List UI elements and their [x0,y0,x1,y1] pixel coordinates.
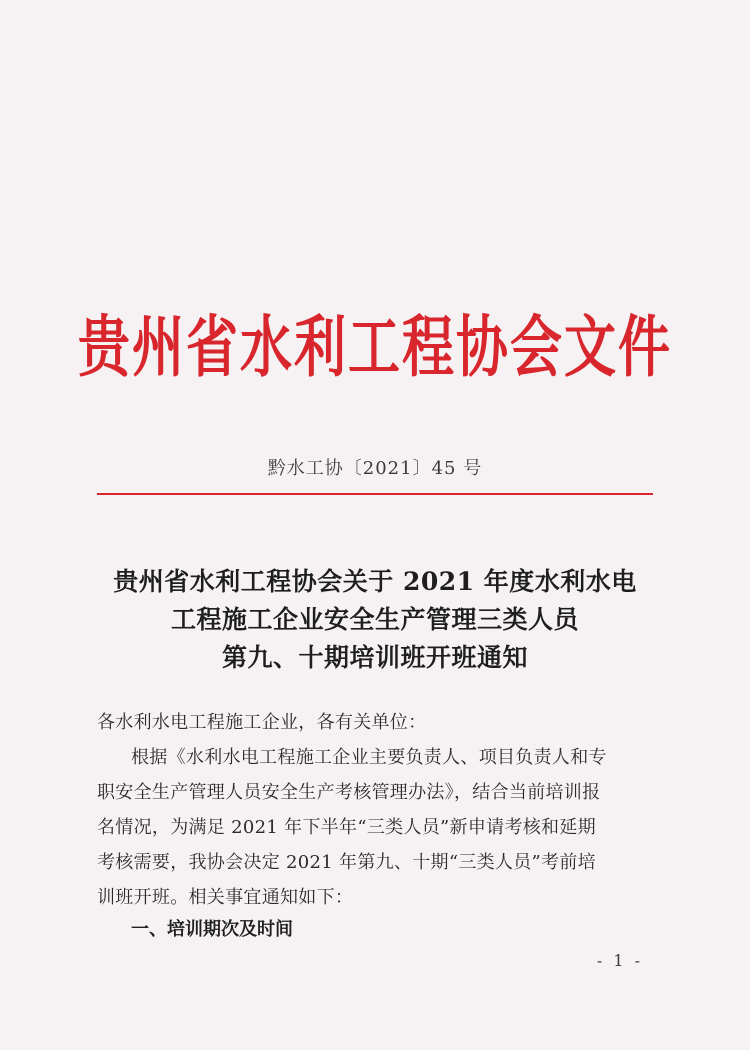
body-line: 根据《水利水电工程施工企业主要负责人、项目负责人和专 [131,747,607,768]
salutation: 各水利水电工程施工企业，各有关单位： [97,712,427,733]
document-number: 黔水工协〔2021〕45 号 [267,458,483,479]
body-line: 职安全生产管理人员安全生产考核管理办法》，结合当前培训报 [97,782,601,803]
header-red-divider [97,493,653,495]
section-heading: 一、培训期次及时间 [131,919,293,940]
page-number: - 1 - [596,951,644,970]
body-line: 训班开班。相关事宜通知如下： [97,887,354,908]
document-header-title: 贵州省水利工程协会文件 [77,308,672,387]
body-line: 名情况，为满足 2021 年下半年“三类人员”新申请考核和延期 [97,817,596,838]
notice-title [0,563,750,677]
notice-title-line: 第九、十期培训班开班通知 [221,643,528,672]
body-line: 考核需要，我协会决定 2021 年第九、十期“三类人员”考前培 [97,852,596,873]
notice-title-line: 工程施工企业安全生产管理三类人员 [170,605,579,634]
notice-title-line: 贵州省水利工程协会关于 2021 年度水利水电 [113,567,637,596]
